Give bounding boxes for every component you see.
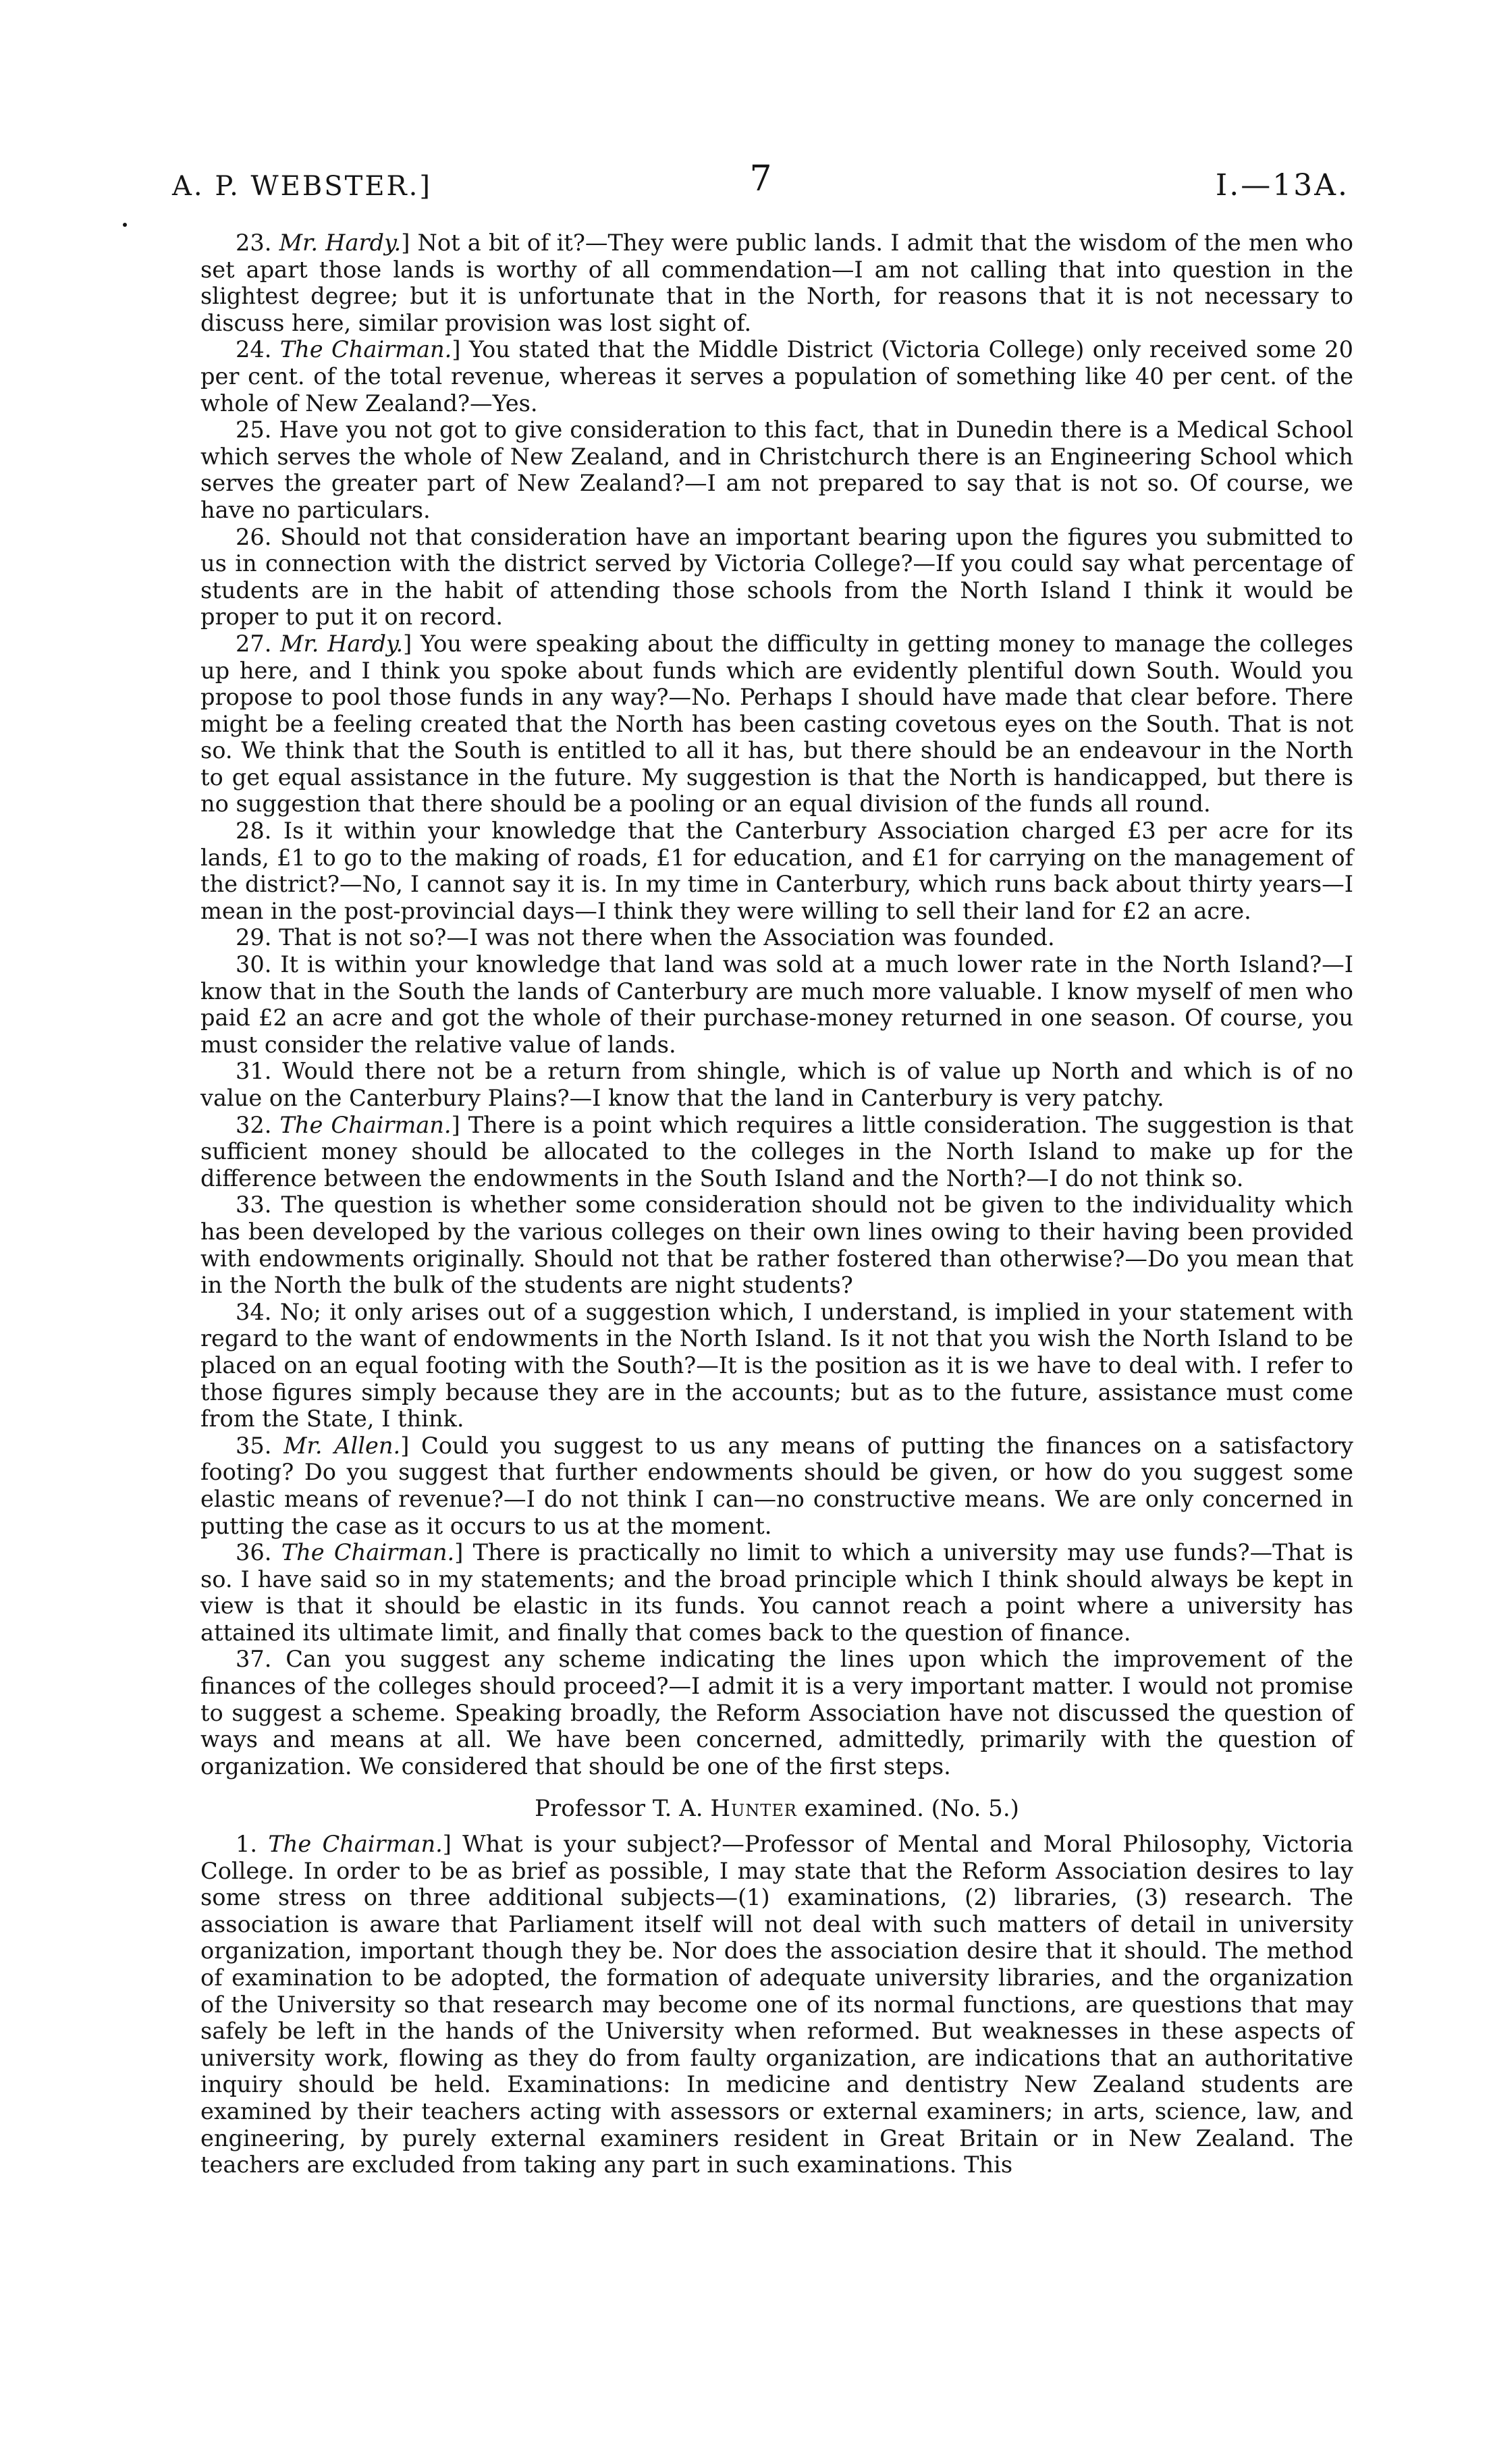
paragraph	[200, 1191, 1353, 1298]
paragraph-number: 27.	[236, 630, 272, 657]
paragraph	[200, 1432, 1353, 1539]
speaker-name: The Chairman.	[279, 1111, 452, 1138]
speaker-name: Mr. Allen.	[283, 1432, 401, 1459]
paragraph-text: ] Not a bit of it?—They were public lands. I admit that the wisdom of the men who set apart those lands is worthy of all commendation—I am not calling that into question in the slightest degree; but it is unfortunate that in the North, for reasons that it is not necessary to discuss here, similar provision was lost sight of.	[200, 230, 1353, 336]
stray-mark	[123, 223, 127, 227]
paragraph-number: 23.	[236, 230, 272, 256]
speaker-name: Mr. Hardy.	[280, 630, 404, 657]
paragraph	[200, 924, 1353, 951]
paragraph	[200, 631, 1353, 818]
paragraph-number: 32.	[236, 1111, 272, 1138]
paragraph-text: Would there not be a return from shingle, which is of value up North and which is of no value on the Canterbury Plains?—I know that the land in Canterbury is very patchy.	[200, 1058, 1353, 1111]
paragraph	[200, 1539, 1353, 1646]
paragraph-text: No; it only arises out of a suggestion which, I understand, is implied in your statement with regard to the want of endowments in the North Island. Is it not that you wish the North Island to be placed on an equal footing with the South?—It is the position as it is we have to deal with. I refer to those figures simply because they are in the accounts; but as to the future, assistance must come from the State, I think.	[200, 1298, 1353, 1432]
paragraph-number: 36.	[236, 1539, 272, 1566]
paragraph	[200, 524, 1353, 631]
paragraph-number: 34.	[236, 1298, 272, 1325]
paragraph	[200, 818, 1353, 924]
paragraph	[200, 1058, 1353, 1111]
section-heading-suffix: examined. (No. 5.)	[796, 1795, 1019, 1823]
paragraph-number: 26.	[236, 523, 272, 550]
header-paper-ref: I.—13A.	[1215, 168, 1349, 203]
paragraph	[200, 951, 1353, 1058]
paragraph-number: 37.	[236, 1646, 272, 1673]
speaker-name: The Chairman.	[281, 1539, 455, 1566]
paragraph-text: Should not that consideration have an important bearing upon the figures you submitted to us in connection with the district served by Victoria College?—If you could say what percentage of students are in the habit of attending those schools from the North Island I think it would be proper to put it on record.	[200, 523, 1353, 631]
section-heading-prefix: Professor T. A.	[535, 1795, 711, 1823]
header-witness: A. P. WEBSTER.]	[172, 171, 432, 202]
paragraph-number: 35.	[236, 1432, 272, 1459]
question-list	[200, 230, 1353, 1779]
paragraph-text: ] There is practically no limit to which a university may use funds?—That is so. I have said so in my statements; and the broad principle which I think should always be kept in view is that it should be elastic in its funds. You cannot reach a point where a university has attained its ultimate limit, and finally that comes back to the question of finance.	[200, 1539, 1353, 1646]
paragraph-text: ] You stated that the Middle District (Victoria College) only received some 20 per cent. of the total revenue, whereas it serves a population of something like 40 per cent. of the whole of New Zealand?—Yes.	[200, 336, 1353, 417]
paragraph	[200, 1831, 1353, 2178]
paragraph-number: 24.	[236, 336, 272, 363]
section-heading	[200, 1796, 1353, 1823]
paragraph-text: Have you not got to give consideration to this fact, that in Dunedin there is a Medical School which serves the whole of New Zealand, and in Christchurch there is an Engineering School which serves the greater part of New Zealand?—I am not prepared to say that is not so. Of course, we have no particulars.	[200, 417, 1353, 523]
paragraph-number: 25.	[236, 417, 272, 444]
paragraph-number: 29.	[236, 924, 272, 951]
paragraph-text: Is it within your knowledge that the Canterbury Association charged £3 per acre for its lands, £1 to go to the making of roads, £1 for education, and £1 for carrying on the management of the district?—No, I cannot say it is. In my time in Canterbury, which runs back about thirty years—I mean in the post-provincial days—I think they were willing to sell their land for £2 an acre.	[200, 818, 1353, 924]
paragraph-text: ] There is a point which requires a little consideration. The suggestion is that sufficient money should be allocated to the colleges in the North Island to make up for the difference between the endowments in the South Island and the North?—I do not think so.	[200, 1111, 1353, 1191]
speaker-name: The Chairman.	[268, 1831, 443, 1858]
paragraph-text: ] You were speaking about the difficulty in getting money to manage the colleges up here, and I think you spoke about funds which are evidently plentiful down South. Would you propose to pool those funds in any way?—No. Perhaps I should have made that clear before. There might be a feeling created that the North has been casting covetous eyes on the South. That is not so. We think that the South is entitled to all it has, but there should be an endeavour in the North to get equal assistance in the future. My suggestion is that the North is handicapped, but there is no suggestion that there should be a pooling or an equal division of the funds all round.	[200, 630, 1353, 818]
paragraph-text: The question is whether some consideration should not be given to the individuality which has been developed by the various colleges on their own lines owing to their having been provided with endowments originally. Should not that be rather fostered than otherwise?—Do you mean that in the North the bulk of the students are night students?	[200, 1191, 1353, 1299]
paragraph-number: 30.	[236, 951, 272, 978]
page-number: 7	[749, 159, 772, 199]
page-body	[200, 230, 1353, 2178]
page-header	[172, 159, 1349, 213]
paragraph	[200, 417, 1353, 523]
speaker-name: The Chairman.	[279, 336, 452, 363]
paragraph	[200, 230, 1353, 336]
paragraph-text: It is within your knowledge that land was sold at a much lower rate in the North Island?—I know that in the South the lands of Canterbury are much more valuable. I know myself of men who paid £2 an acre and got the whole of their purchase-money returned in one season. Of course, you must consider the relative value of lands.	[200, 951, 1353, 1058]
section-heading-surname: Hunter	[710, 1795, 797, 1823]
paragraph-text: ] Could you suggest to us any means of putting the finances on a satisfactory footing? Do you suggest that further endowments should be given, or how do you suggest some elastic means of revenue?—I do not think I can—no constructive means. We are only concerned in putting the case as it occurs to us at the moment.	[200, 1432, 1353, 1539]
paragraph-number: 31.	[236, 1058, 272, 1085]
paragraph-text: That is not so?—I was not there when the Association was founded.	[279, 924, 1055, 951]
paragraph-number: 1.	[236, 1831, 258, 1858]
paragraph	[200, 1112, 1353, 1192]
paragraph-text: ] What is your subject?—Professor of Mental and Moral Philosophy, Victoria College. In order to be as brief as possible, I may state that the Reform Association desires to lay some stress on three additional subjects—(1) examinations, (2) libraries, (3) research. The association is aware that Parliament itself will not deal with such matters of detail in university organization, important though they be. Nor does the association desire that it should. The method of examination to be adopted, the formation of adequate university libraries, and the organization of the University so that research may become one of its normal functions, are questions that may safely be left in the hands of the University when reformed. But weaknesses in these aspects of university work, flowing as they do from faulty organization, are indications that an authoritative inquiry should be held. Examinations: In medicine and dentistry New Zealand students are examined by their teachers acting with assessors or external examiners; in arts, science, law, and engineering, by purely external examiners resident in Great Britain or in New Zealand. The teachers are excluded from taking any part in such examinations. This	[200, 1831, 1353, 2178]
paragraph-number: 28.	[236, 818, 272, 845]
paragraph	[200, 1299, 1353, 1432]
paragraph-number: 33.	[236, 1191, 272, 1218]
paragraph	[200, 336, 1353, 417]
speaker-name: Mr. Hardy.	[279, 230, 402, 256]
paragraph-text: Can you suggest any scheme indicating the lines upon which the improvement of the finances of the colleges should proceed?—I admit it is a very important matter. I would not promise to suggest a scheme. Speaking broadly, the Reform Association have not discussed the question of ways and means at all. We have been concerned, admittedly, primarily with the question of organization. We considered that should be one of the first steps.	[200, 1646, 1353, 1779]
paragraph	[200, 1646, 1353, 1779]
